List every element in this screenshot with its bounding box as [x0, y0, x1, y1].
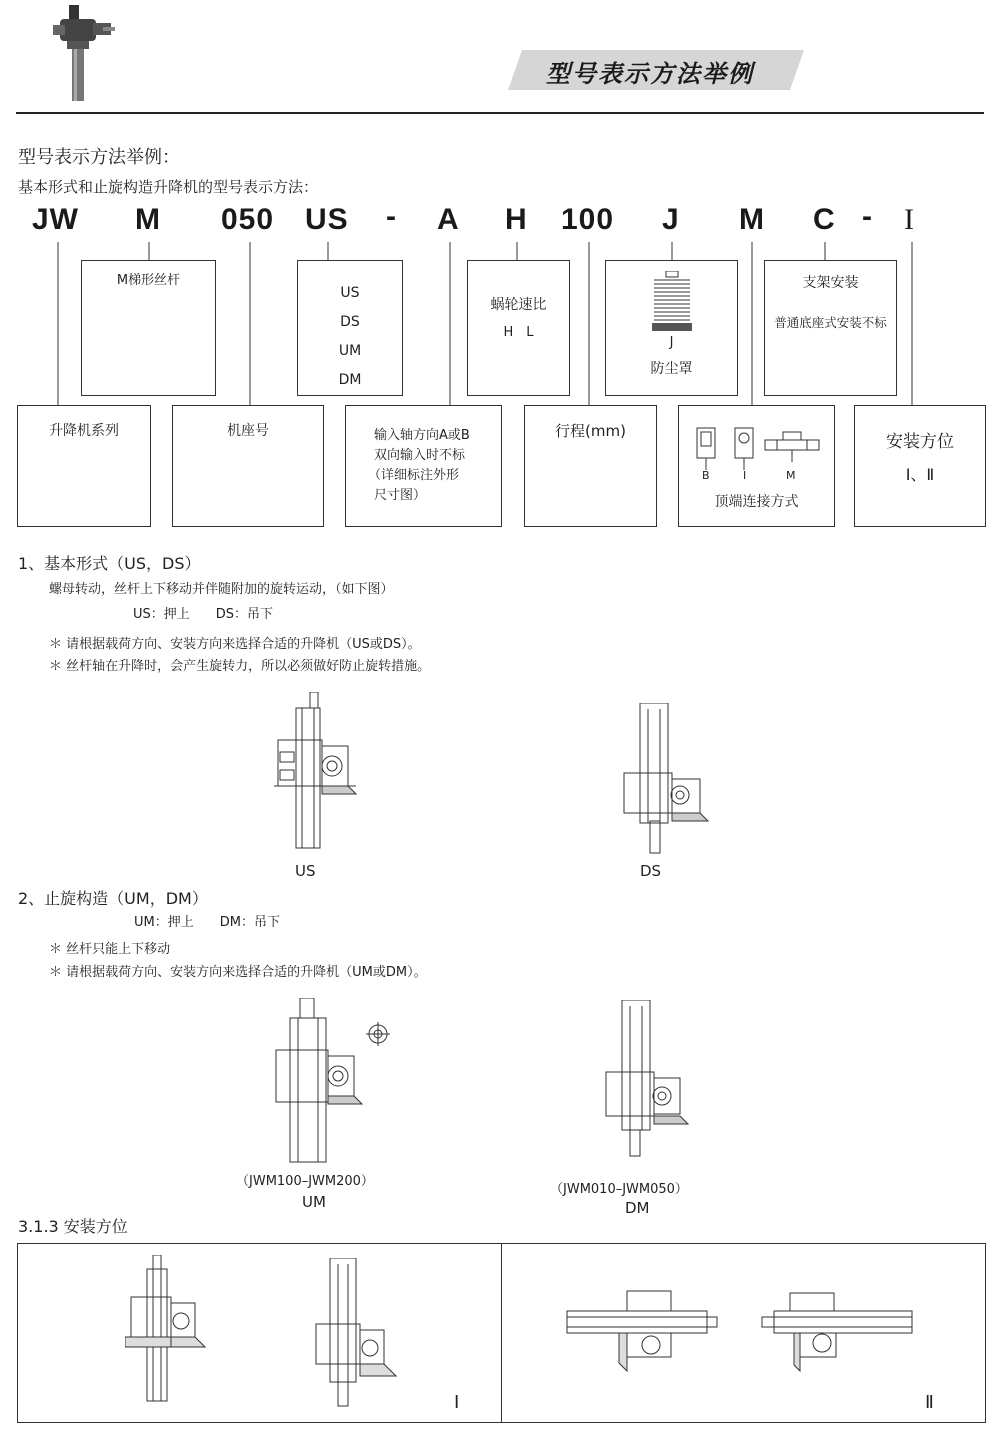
mount-ii-drawing-1: [565, 1285, 720, 1375]
box-series: [17, 405, 151, 527]
code-dash-2: -: [862, 200, 873, 233]
box-mount: [854, 405, 986, 527]
section1-title: 1、基本形式（US，DS）: [18, 554, 201, 573]
section2-note1: ＊ 丝杆只能上下移动: [49, 942, 171, 957]
ds-label: DS: [640, 862, 662, 880]
panel-right-label: Ⅱ: [925, 1392, 934, 1412]
bellows-icon: [650, 271, 694, 333]
code-dash-1: -: [386, 200, 397, 233]
header-banner-title: 型号表示方法举例: [546, 60, 754, 88]
section1-desc: 螺母转动，丝杆上下移动并伴随附加的旋转运动，（如下图）: [49, 582, 394, 597]
box-forms: [297, 260, 403, 396]
um-label: UM: [302, 1193, 326, 1211]
panel-left-label: Ⅰ: [454, 1392, 460, 1412]
code-c: C: [813, 203, 836, 236]
header-product-icon: [45, 5, 120, 103]
dm-drawing: [600, 1000, 690, 1160]
form-us: US: [340, 285, 360, 301]
input-line-1: 输入轴方向A或B: [374, 428, 470, 443]
section2-types: UM：押上 DM：吊下: [134, 915, 280, 930]
us-label: US: [295, 862, 316, 880]
dm-range: （JWM010–JWM050）: [550, 1182, 688, 1197]
code-m: M: [135, 203, 161, 236]
section1-note2: ＊ 丝杆轴在升降时，会产生旋转力，所以必须做好防止旋转措施。: [49, 659, 431, 674]
base-no-label: 机座号: [227, 423, 269, 439]
box-base-no: [172, 405, 324, 527]
worm-ratio-values: H L: [503, 325, 534, 340]
code-jw: JW: [32, 203, 79, 236]
stroke-label: 行程(mm): [555, 422, 626, 440]
box-bracket: [764, 260, 897, 396]
top-label-i: I: [743, 469, 747, 482]
mount-title: 安装方位: [886, 432, 954, 452]
top-connection-icons: [693, 424, 823, 470]
section2-note2: ＊ 请根据载荷方向、安装方向来选择合适的升降机（UM或DM）。: [49, 965, 427, 980]
section2-title: 2、止旋构造（UM，DM）: [18, 889, 208, 908]
us-drawing: [270, 692, 360, 850]
code-a: A: [437, 203, 460, 236]
dust-code: J: [669, 335, 674, 350]
code-mount-i: I: [904, 203, 915, 236]
ds-drawing: [620, 703, 710, 859]
um-drawing: [270, 998, 400, 1164]
bracket-note: 普通底座式安装不标: [774, 315, 887, 330]
mount-i-drawing-2: [312, 1258, 402, 1408]
mount-values: Ⅰ、Ⅱ: [905, 467, 935, 484]
top-label-m: M: [786, 469, 796, 482]
input-line-2: 双向输入时不标: [374, 448, 466, 463]
form-ds: DS: [340, 314, 360, 330]
box-dust-cover: [605, 260, 738, 396]
section1-types: US：押上 DS：吊下: [133, 607, 274, 622]
box-m-thread: [81, 260, 216, 396]
box-m-thread-label: M梯形丝杆: [116, 273, 181, 288]
top-label-b: B: [702, 469, 710, 482]
code-m2: M: [739, 203, 765, 236]
section1-note1: ＊ 请根据载荷方向、安装方向来选择合适的升降机（US或DS）。: [49, 637, 421, 652]
section-title: 型号表示方法举例：: [18, 147, 180, 168]
dust-label: 防尘罩: [650, 361, 693, 377]
mount-ii-drawing-2: [760, 1285, 915, 1375]
input-line-4: 尺寸图）: [374, 488, 427, 503]
subtitle: 基本形式和止旋构造升降机的型号表示方法：: [18, 178, 319, 196]
form-um: UM: [338, 343, 362, 359]
top-connection-label: 顶端连接方式: [714, 494, 799, 510]
form-dm: DM: [338, 372, 362, 388]
code-us: US: [305, 203, 349, 236]
mount-panel-divider: [501, 1243, 502, 1423]
um-range: （JWM100–JWM200）: [236, 1174, 374, 1189]
section3-title: 3.1.3 安装方位: [18, 1217, 128, 1236]
code-050: 050: [221, 203, 275, 236]
box-worm-ratio: [467, 260, 570, 396]
input-line-3: （详细标注外形: [368, 468, 460, 483]
dm-label: DM: [625, 1199, 650, 1217]
box-stroke: [524, 405, 657, 527]
bracket-title: 支架安装: [802, 275, 859, 291]
box-input-shaft: [345, 405, 502, 527]
mount-i-drawing-1: [125, 1255, 215, 1405]
code-100: 100: [561, 203, 615, 236]
worm-ratio-title: 蜗轮速比: [490, 297, 547, 313]
code-j: J: [662, 203, 680, 236]
series-label: 升降机系列: [49, 423, 119, 439]
header-rule: [16, 112, 984, 114]
box-top-connection: [678, 405, 835, 527]
code-h: H: [505, 203, 528, 236]
